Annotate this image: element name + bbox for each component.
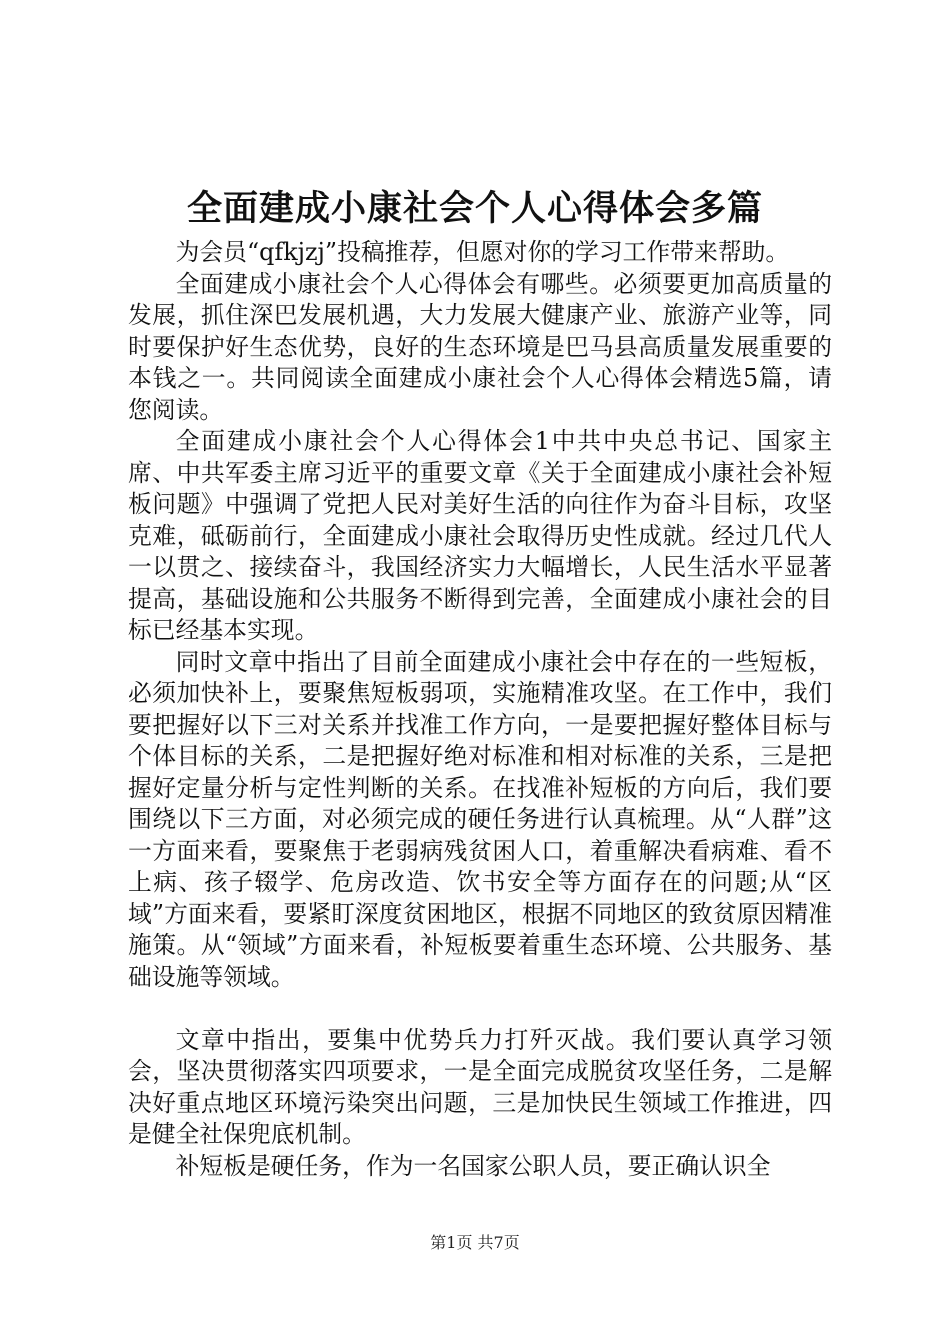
paragraph: 文章中指出，要集中优势兵力打歼灭战。我们要认真学习领会，坚决贯彻落实四项要求，一是全面完成脱贫攻坚任务，二是解决好重点地区环境污染突出问题，三是加快民生领域工作推进，四是健全社保兜底机制。 xyxy=(128,1025,832,1148)
paragraph: 全面建成小康社会个人心得体会1中共中央总书记、国家主席、中共军委主席习近平的重要文章《关于全面建成小康社会补短板问题》中强调了党把人民对美好生活的向往作为奋斗目标，攻坚克难，砥砺前行，全面建成小康社会取得历史性成就。经过几代人一以贯之、接续奋斗，我国经济实力大幅增长，人民生活水平显著提高，基础设施和公共服务不断得到完善，全面建成小康社会的目标已经基本实现。 xyxy=(128,427,832,644)
paragraph: 为会员“qfkjzj”投稿推荐，但愿对你的学习工作带来帮助。 xyxy=(175,238,790,266)
paragraph: 全面建成小康社会个人心得体会有哪些。必须要更加高质量的发展，抓住深巴发展机遇，大力发展大健康产业、旅游产业等，同时要保护好生态优势，良好的生态环境是巴马县高质量发展重要的本钱之一。共同阅读全面建成小康社会个人心得体会精选5篇，请您阅读。 xyxy=(128,269,832,424)
paragraph: 同时文章中指出了目前全面建成小康社会中存在的一些短板，必须加快补上，要聚焦短板弱项，实施精准攻坚。在工作中，我们要把握好以下三对关系并找准工作方向，一是要把握好整体目标与个体目标的关系，二是把握好绝对标准和相对标准的关系，三是把握好定量分析与定性判断的关系。在找准补短板的方向后，我们要围绕以下三方面，对必须完成的硬任务进行认真梳理。从“人群”这一方面来看，要聚焦于老弱病残贫困人口，着重解决看病难、看不上病、孩子辍学、危房改造、饮书安全等方面存在的问题;从“区域”方面来看，要紧盯深度贫困地区，根据不同地区的致贫原因精准施策。从“领域”方面来看，补短板要着重生态环境、公共服务、基础设施等领域。 xyxy=(128,647,832,991)
paragraph-spacer xyxy=(128,993,832,1025)
document-body xyxy=(128,237,832,1182)
page-footer: 第1页 共7页 xyxy=(430,1233,520,1252)
document-title: 全面建成小康社会个人心得体会多篇 xyxy=(186,188,763,229)
paragraph: 补短板是硬任务，作为一名国家公职人员，要正确认识全 xyxy=(175,1151,771,1180)
